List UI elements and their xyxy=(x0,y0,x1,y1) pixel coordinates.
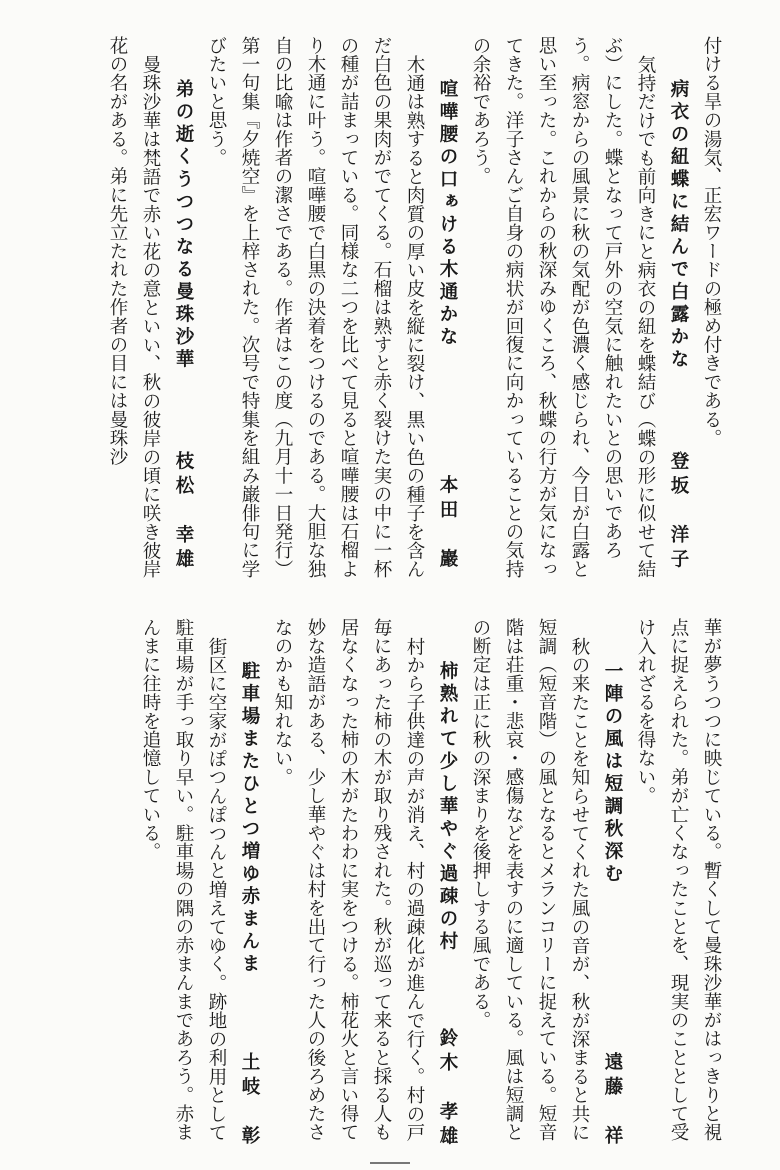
haiku-text: 喧嘩腰の口ぁける木通かな xyxy=(437,78,458,349)
haiku-line xyxy=(233,618,266,1158)
page-number-fragment xyxy=(370,1162,410,1170)
column-block-bottom xyxy=(38,618,728,1158)
haiku-text: 病衣の紐蝶に結んで白露かな xyxy=(668,78,689,372)
haiku-text: 柿熟れて少し華やぐ過疎の村 xyxy=(437,660,458,954)
haiku-line xyxy=(431,618,464,1158)
paragraph: 付ける旱の湯気、正宏ワードの極め付きである。 xyxy=(701,36,722,448)
haiku-author: 遠藤 祥 xyxy=(602,1052,623,1150)
paragraph: 華が夢うつつに映じている。暫くして曼珠沙華がはっきりと視点に捉えられた。弟が亡くなったことを、現実のこととして受け入れざるを得ない。 xyxy=(635,618,722,1142)
haiku-text: 弟の逝くうつつなる曼珠沙華 xyxy=(173,78,194,372)
haiku-line xyxy=(596,618,629,1158)
paragraph: 街区に空家がぽつんぽつんと増えてゆく。跡地の利用として駐車場が手っ取り早い。駐車場の隅の赤まんまであろう。赤まんまに往時を追憶している。 xyxy=(140,618,227,1142)
paragraph: 木通は熟すると肉質の厚い皮を縦に裂け、黒い色の種子を含んだ白色の果肉がでてくる。石榴は熟すと赤く裂けた実の中に一杯の種が詰まっている。同様な二つを比べて見ると喧嘩腰は石榴より木通に叶う。喧嘩腰で白黒の決着をつけるのである。大胆な独自の比喩は作者の潔さである。作者はこの度（九月十一日発行）第一句集『夕焼空』を上梓された。次号で特集を組み巌俳句に学びたいと思う。 xyxy=(206,36,425,579)
paragraph: 村から子供達の声が消え、村の過疎化が進んで行く。村の戸毎にあった柿の木が取り残された。秋が巡って来ると採る人も居なくなった柿の木がたわわに実をつける。柿花火と言い得て妙な造語がある、少し華やぐは村を出て行った人の後ろめたさなのかも知れない。 xyxy=(272,618,425,1142)
haiku-text: 一陣の風は短調秋深む xyxy=(602,660,623,886)
haiku-author: 登坂 洋子 xyxy=(668,450,689,573)
haiku-line xyxy=(662,36,695,581)
column-block-top xyxy=(38,36,728,581)
paragraph: 秋の来たことを知らせてくれた風の音が、秋が深まると共に短調（短音階）の風となるとメランコリーに捉えている。短音階は荘重・悲哀・感傷などを表すのに適している。風は短調との断定は正に秋の深まりを後押しする風である。 xyxy=(470,618,590,1142)
haiku-author: 鈴木 孝雄 xyxy=(437,1027,458,1150)
paragraph: 気持だけでも前向きにと病衣の紐を蝶結び（蝶の形に似せて結ぶ）にした。蝶となって戸外の空気に触れたいとの思いであろう。病窓からの風景に秋の気配が色濃く感じられ、今日が白露と思い至った。これからの秋深みゆくころ、秋蝶の行方が気になってきた。洋子さんご自身の病状が回復に向かっていることの気持の余裕であろう。 xyxy=(470,36,656,579)
haiku-line xyxy=(167,36,200,581)
haiku-author: 本田 巖 xyxy=(437,475,458,573)
haiku-author: 土岐 彰 xyxy=(239,1052,260,1150)
haiku-line xyxy=(431,36,464,581)
haiku-text: 駐車場またひとつ増ゆ赤まんま xyxy=(239,660,260,976)
haiku-author: 枝松 幸雄 xyxy=(173,450,194,573)
paragraph: 曼珠沙華は梵語で赤い花の意といい、秋の彼岸の頃に咲き彼岸花の名がある。弟に先立たれた作者の目には曼珠沙 xyxy=(107,36,161,579)
